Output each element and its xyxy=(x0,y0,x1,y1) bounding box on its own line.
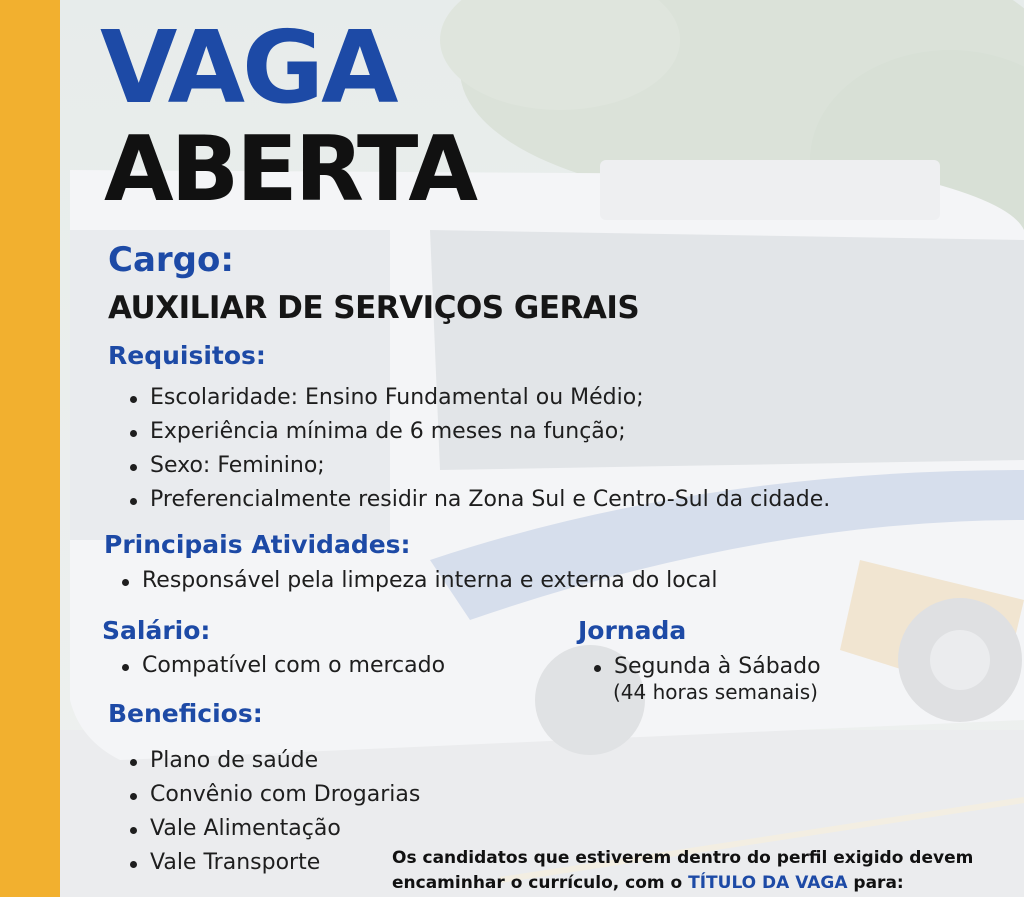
list-item: Responsável pela limpeza interna e externa do local xyxy=(118,564,717,598)
title-aberta: ABERTA xyxy=(104,117,476,222)
list-item: Preferencialmente residir na Zona Sul e Centro-Sul da cidade. xyxy=(126,483,830,517)
list-item: Sexo: Feminino; xyxy=(126,449,830,483)
requisitos-list xyxy=(126,381,830,517)
requisitos-heading: Requisitos: xyxy=(108,341,266,370)
list-item: Compatível com o mercado xyxy=(118,649,445,683)
yellow-side-bar xyxy=(0,0,60,897)
footer-highlight: TÍTULO DA VAGA xyxy=(688,873,848,893)
beneficios-list xyxy=(126,744,420,880)
list-item: Convênio com Drogarias xyxy=(126,778,420,812)
jornada-heading: Jornada xyxy=(578,616,687,645)
atividades-heading: Principais Atividades: xyxy=(104,530,411,559)
title-vaga: VAGA xyxy=(100,9,396,126)
cargo-label: Cargo: xyxy=(108,240,234,280)
atividades-list xyxy=(118,564,717,598)
beneficios-heading: Beneficios: xyxy=(108,699,263,728)
jornada-list xyxy=(590,650,821,684)
list-item: Vale Transporte xyxy=(126,846,420,880)
list-item: Plano de saúde xyxy=(126,744,420,778)
list-item: Vale Alimentação xyxy=(126,812,420,846)
footer-line-2-text: encaminhar o currículo, com o xyxy=(392,873,689,893)
list-item: Escolaridade: Ensino Fundamental ou Médio; xyxy=(126,381,830,415)
list-item: Experiência mínima de 6 meses na função; xyxy=(126,415,830,449)
jornada-hours: (44 horas semanais) xyxy=(613,680,818,704)
footer-line-2 xyxy=(392,871,973,896)
cargo-value: AUXILIAR DE SERVIÇOS GERAIS xyxy=(108,290,640,326)
footer-line-1: Os candidatos que estiverem dentro do perfil exigido devem xyxy=(392,848,974,868)
footer-line-2-end: para: xyxy=(847,873,904,893)
salario-heading: Salário: xyxy=(102,616,211,645)
footer-instructions xyxy=(392,846,973,896)
list-item: Segunda à Sábado xyxy=(590,650,821,684)
salario-list xyxy=(118,649,445,683)
